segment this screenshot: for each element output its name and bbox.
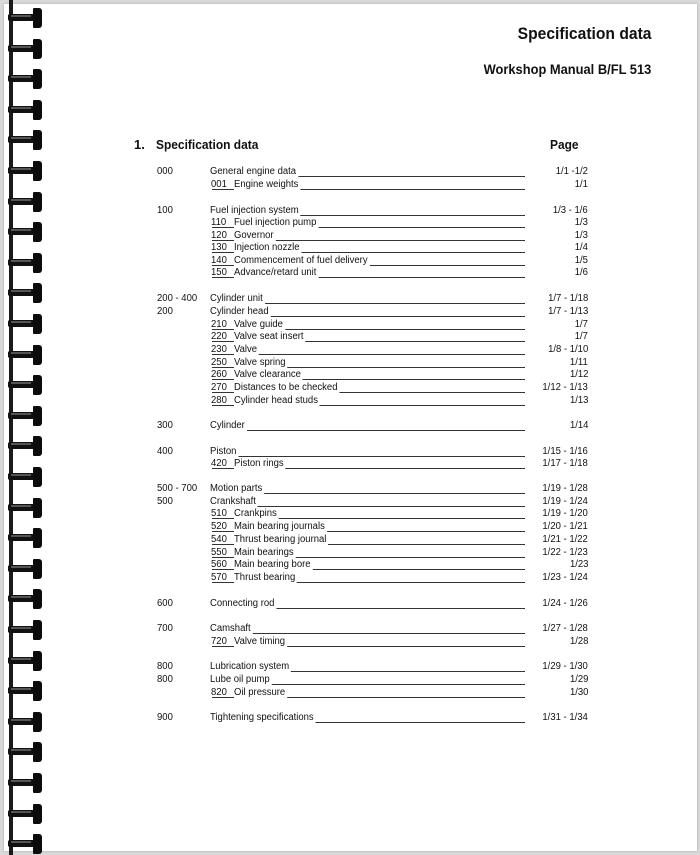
toc-page-ref: 1/27 - 1/28 <box>542 623 588 634</box>
toc-entry-title: Piston rings <box>234 458 284 469</box>
toc-subsection-code: 230 <box>211 344 227 355</box>
toc-entry-title: Thrust bearing <box>234 572 296 583</box>
toc-entry-title: Tightening specifications <box>210 712 314 723</box>
toc-row <box>0 179 700 191</box>
toc-entry-title: Cylinder unit <box>210 293 263 304</box>
toc-page-ref: 1/30 <box>569 687 588 698</box>
toc-section-code: 300 <box>157 420 173 431</box>
toc-subsection-code: 820 <box>211 687 227 698</box>
toc-page-ref: 1/7 - 1/13 <box>547 306 588 317</box>
toc-row <box>0 712 700 724</box>
toc-subsection-code: 140 <box>211 255 227 266</box>
toc-entry-title: Valve guide <box>234 319 283 330</box>
leader-line <box>212 430 525 431</box>
toc-entry-title: Lubrication system <box>210 661 290 672</box>
toc-entry-title: Cylinder head studs <box>234 395 318 406</box>
toc-entry-title: Fuel injection system <box>210 205 299 216</box>
toc-subsection-code: 150 <box>211 267 227 278</box>
toc-entry-title: Main bearings <box>234 547 294 558</box>
toc-page-ref: 1/13 <box>569 395 588 406</box>
toc-subsection-code: 570 <box>211 572 227 583</box>
toc-entry-title: Connecting rod <box>210 598 275 609</box>
toc-page-ref: 1/19 - 1/28 <box>542 483 588 494</box>
toc-entry-title: Thrust bearing journal <box>234 534 327 545</box>
toc-entry-title: Governor <box>234 230 274 241</box>
toc-page-ref: 1/14 <box>569 420 588 431</box>
toc-page-ref: 1/12 - 1/13 <box>542 382 588 393</box>
toc-section-code: 900 <box>157 712 173 723</box>
toc-row <box>0 255 700 267</box>
page-column-header: Page <box>550 137 579 152</box>
toc-page-ref: 1/11 <box>570 357 588 368</box>
toc-row <box>0 687 700 699</box>
toc-row <box>0 572 700 584</box>
toc-row <box>0 306 700 318</box>
toc-row <box>0 382 700 394</box>
toc-page-ref: 1/3 <box>574 230 588 241</box>
toc-page-ref: 1/19 - 1/20 <box>542 508 588 519</box>
toc-page-ref: 1/19 - 1/24 <box>542 496 588 507</box>
toc-section-code: 000 <box>157 166 173 177</box>
toc-page-ref: 1/29 - 1/30 <box>542 661 588 672</box>
toc-entry-title: Advance/retard unit <box>234 267 317 278</box>
section-title: Specification data <box>156 137 259 152</box>
toc-entry-title: Engine weights <box>234 179 299 190</box>
toc-section-code: 800 <box>157 661 173 672</box>
toc-subsection-code: 720 <box>211 636 227 647</box>
toc-subsection-code: 260 <box>211 369 227 380</box>
toc-subsection-code: 540 <box>211 534 227 545</box>
toc-subsection-code: 210 <box>211 319 227 330</box>
toc-page-ref: 1/3 <box>574 217 588 228</box>
toc-entry-title: Main bearing journals <box>234 521 325 532</box>
toc-row <box>0 293 700 305</box>
toc-row <box>0 458 700 470</box>
toc-row <box>0 636 700 648</box>
toc-entry-title: Valve seat insert <box>234 331 304 342</box>
document-header-subtitle: Workshop Manual B/FL 513 <box>483 61 651 77</box>
toc-row <box>0 446 700 458</box>
toc-page-ref: 1/5 <box>574 255 588 266</box>
toc-row <box>0 344 700 356</box>
toc-subsection-code: 560 <box>211 559 227 570</box>
toc-row <box>0 534 700 546</box>
toc-page-ref: 1/7 <box>574 331 588 342</box>
toc-section-code: 500 - 700 <box>157 483 198 494</box>
toc-row <box>0 369 700 381</box>
toc-subsection-code: 270 <box>211 382 227 393</box>
toc-page-ref: 1/21 - 1/22 <box>542 534 588 545</box>
toc-entry-title: Valve timing <box>234 636 286 647</box>
toc-page-ref: 1/3 - 1/6 <box>553 205 588 216</box>
toc-entry-title: Cylinder head <box>210 306 269 317</box>
toc-row <box>0 217 700 229</box>
toc-page-ref: 1/12 <box>569 369 588 380</box>
toc-entry-title: Camshaft <box>210 623 251 634</box>
toc-entry-title: Piston <box>210 446 237 457</box>
toc-entry-title: Crankpins <box>234 508 277 519</box>
toc-subsection-code: 550 <box>211 547 227 558</box>
toc-row <box>0 267 700 279</box>
document-header-title: Specification data <box>517 24 651 43</box>
toc-entry-title: Commencement of fuel delivery <box>234 255 368 266</box>
toc-page-ref: 1/7 <box>574 319 588 330</box>
toc-section-code: 800 <box>157 674 173 685</box>
toc-entry-title: Lube oil pump <box>210 674 270 685</box>
toc-row <box>0 483 700 495</box>
toc-entry-title: Injection nozzle <box>234 242 300 253</box>
toc-subsection-code: 220 <box>211 331 227 342</box>
toc-section-code: 700 <box>157 623 173 634</box>
toc-page-ref: 1/1 -1/2 <box>555 166 588 177</box>
toc-page-ref: 1/23 - 1/24 <box>542 572 588 583</box>
toc-subsection-code: 280 <box>211 395 227 406</box>
toc-row <box>0 521 700 533</box>
toc-page-ref: 1/28 <box>569 636 588 647</box>
toc-entry-title: General engine data <box>210 166 297 177</box>
toc-page-ref: 1/7 - 1/18 <box>547 293 588 304</box>
toc-page-ref: 1/1 <box>574 179 588 190</box>
toc-entry-title: Motion parts <box>210 483 263 494</box>
toc-page-ref: 1/31 - 1/34 <box>542 712 588 723</box>
leader-line <box>212 456 525 457</box>
toc-entry-title: Valve <box>234 344 258 355</box>
toc-row <box>0 357 700 369</box>
toc-subsection-code: 120 <box>211 230 227 241</box>
toc-row <box>0 205 700 217</box>
toc-page-ref: 1/6 <box>574 267 588 278</box>
toc-entry-title: Valve spring <box>234 357 286 368</box>
toc-page-ref: 1/17 - 1/18 <box>542 458 588 469</box>
toc-subsection-code: 130 <box>211 242 227 253</box>
toc-row <box>0 395 700 407</box>
toc-row <box>0 661 700 673</box>
toc-subsection-code: 420 <box>211 458 227 469</box>
toc-row <box>0 230 700 242</box>
toc-row <box>0 623 700 635</box>
toc-section-code: 200 <box>157 306 173 317</box>
toc-entry-title: Oil pressure <box>234 687 286 698</box>
toc-row <box>0 508 700 520</box>
toc-row <box>0 559 700 571</box>
toc-entry-title: Cylinder <box>210 420 245 431</box>
toc-section-code: 600 <box>157 598 173 609</box>
toc-section-code: 500 <box>157 496 173 507</box>
toc-row <box>0 598 700 610</box>
toc-subsection-code: 110 <box>211 217 227 228</box>
toc-row <box>0 674 700 686</box>
toc-section-code: 400 <box>157 446 173 457</box>
toc-subsection-code: 250 <box>211 357 227 368</box>
toc-entry-title: Crankshaft <box>210 496 256 507</box>
leader-line <box>212 633 525 634</box>
toc-entry-title: Distances to be checked <box>234 382 338 393</box>
toc-row <box>0 496 700 508</box>
toc-page-ref: 1/22 - 1/23 <box>542 547 588 558</box>
toc-subsection-code: 520 <box>211 521 227 532</box>
toc-entry-title: Valve clearance <box>234 369 301 380</box>
leader-line <box>212 506 525 507</box>
toc-section-code: 100 <box>157 205 173 216</box>
toc-row <box>0 547 700 559</box>
toc-page-ref: 1/23 <box>569 559 588 570</box>
toc-page-ref: 1/4 <box>574 242 588 253</box>
toc-entry-title: Main bearing bore <box>234 559 311 570</box>
section-number: 1. <box>134 137 145 152</box>
toc-row <box>0 242 700 254</box>
toc-subsection-code: 001 <box>211 179 227 190</box>
toc-section-code: 200 - 400 <box>157 293 198 304</box>
toc-row <box>0 166 700 178</box>
toc-page-ref: 1/8 - 1/10 <box>547 344 588 355</box>
toc-subsection-code: 510 <box>211 508 227 519</box>
toc-row <box>0 420 700 432</box>
toc-page-ref: 1/29 <box>569 674 588 685</box>
toc-row <box>0 331 700 343</box>
toc-page-ref: 1/15 - 1/16 <box>542 446 588 457</box>
toc-entry-title: Fuel injection pump <box>234 217 317 228</box>
toc-row <box>0 319 700 331</box>
toc-page-ref: 1/24 - 1/26 <box>542 598 588 609</box>
toc-page-ref: 1/20 - 1/21 <box>542 521 588 532</box>
